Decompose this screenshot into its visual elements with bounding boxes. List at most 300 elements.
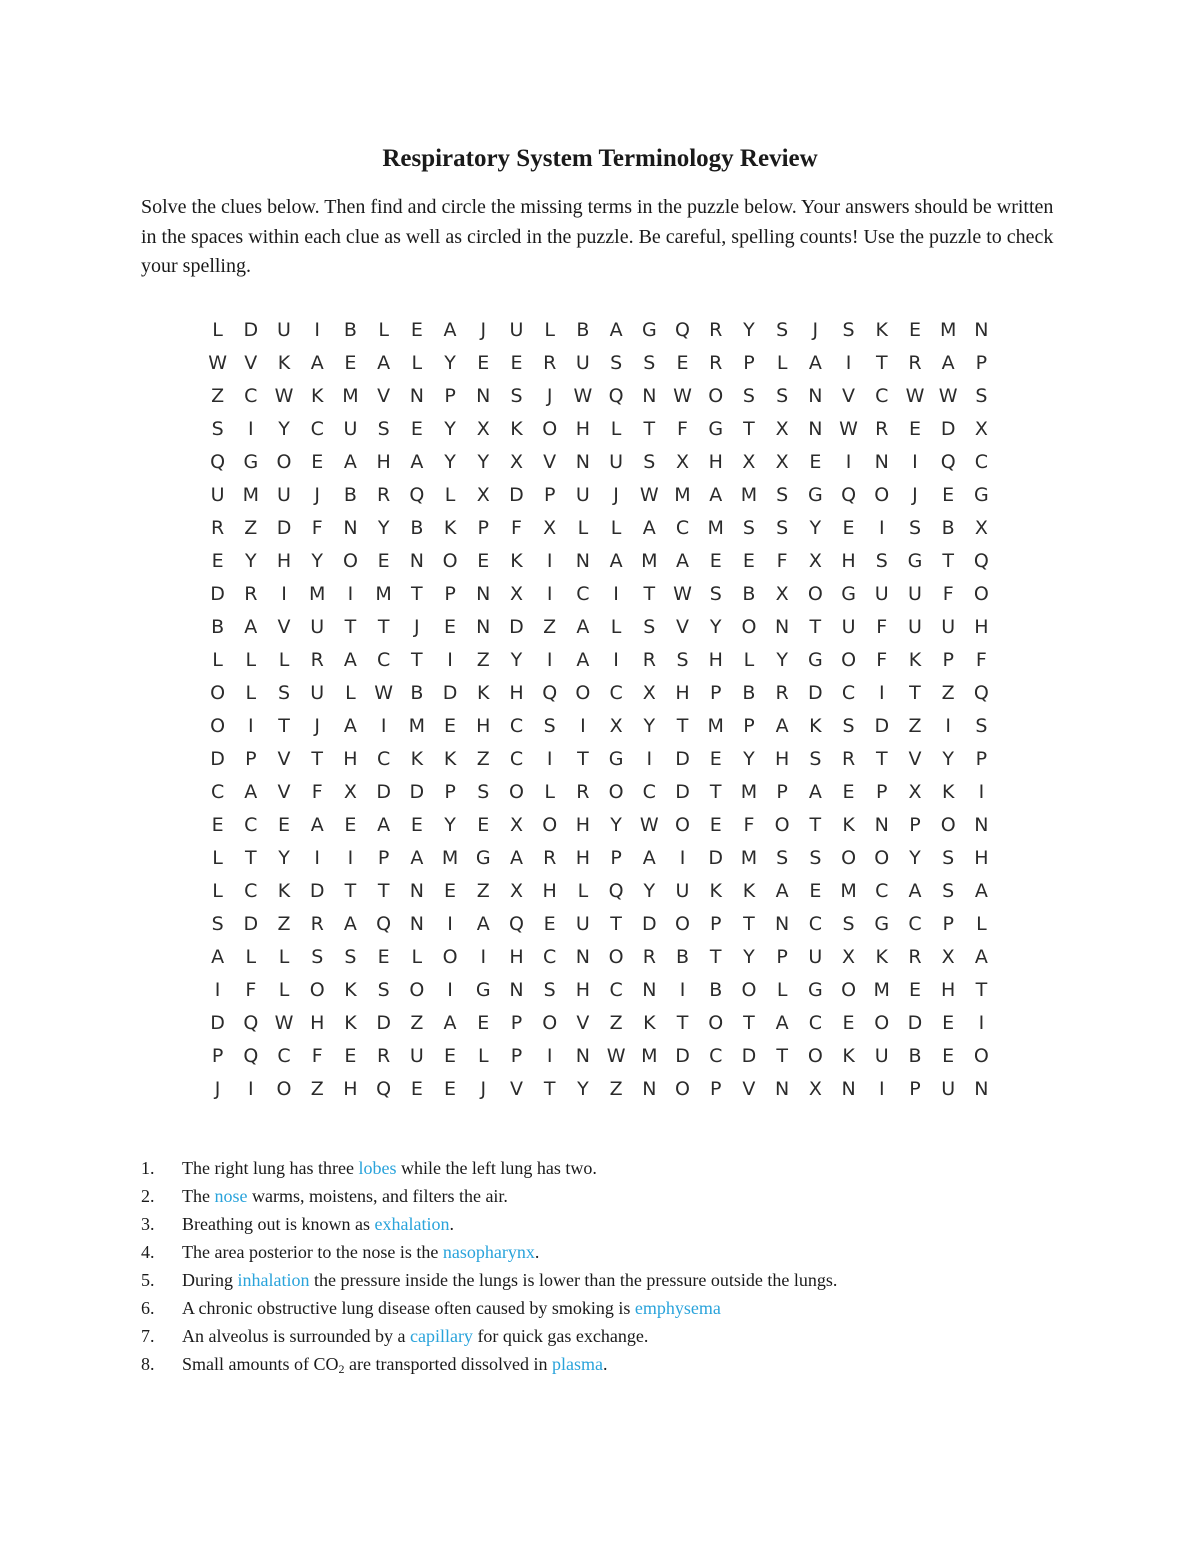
grid-letter[interactable]: Q [376, 1077, 392, 1100]
grid-letter[interactable]: T [610, 912, 622, 935]
grid-letter[interactable]: E [344, 351, 357, 374]
grid-letter[interactable]: S [875, 549, 888, 572]
grid-letter[interactable]: A [343, 648, 357, 671]
grid-letter[interactable]: A [343, 912, 357, 935]
grid-letter[interactable]: L [212, 648, 223, 671]
grid-letter[interactable]: Y [809, 516, 822, 539]
grid-letter[interactable]: I [580, 714, 586, 737]
grid-letter[interactable]: E [908, 978, 921, 1001]
grid-letter[interactable]: Y [510, 648, 523, 671]
grid-letter[interactable]: J [314, 483, 321, 506]
grid-letter[interactable]: O [210, 714, 226, 737]
grid-letter[interactable]: C [509, 747, 524, 770]
grid-letter[interactable]: X [908, 780, 922, 803]
grid-letter[interactable]: R [244, 582, 258, 605]
grid-letter[interactable]: T [875, 351, 888, 374]
grid-letter[interactable]: N [642, 1077, 657, 1100]
grid-letter[interactable]: T [975, 978, 988, 1001]
grid-letter[interactable]: C [576, 582, 590, 605]
grid-letter[interactable]: K [908, 648, 922, 671]
grid-letter[interactable]: L [776, 351, 788, 374]
grid-letter[interactable]: E [477, 549, 490, 572]
grid-letter[interactable]: Q [608, 384, 624, 407]
grid-letter[interactable]: P [709, 912, 722, 935]
grid-letter[interactable]: E [211, 813, 224, 836]
grid-letter[interactable]: T [377, 615, 390, 638]
grid-letter[interactable]: P [377, 846, 390, 869]
grid-letter[interactable]: U [841, 615, 856, 638]
grid-letter[interactable]: O [841, 648, 857, 671]
grid-letter[interactable]: T [676, 714, 689, 737]
grid-letter[interactable]: U [310, 615, 325, 638]
grid-letter[interactable]: A [775, 714, 789, 737]
grid-letter[interactable]: P [743, 351, 755, 374]
grid-letter[interactable]: V [576, 1011, 590, 1034]
grid-letter[interactable]: A [211, 945, 225, 968]
grid-letter[interactable]: T [743, 1011, 755, 1034]
grid-letter[interactable]: D [940, 417, 956, 440]
grid-letter[interactable]: Y [444, 813, 456, 836]
grid-letter[interactable]: F [876, 615, 888, 638]
grid-letter[interactable]: U [908, 582, 922, 605]
grid-letter[interactable]: U [310, 681, 325, 704]
grid-letter[interactable]: M [840, 879, 857, 902]
grid-letter[interactable]: T [411, 582, 423, 605]
grid-letter[interactable]: W [208, 351, 227, 374]
grid-letter[interactable]: H [941, 978, 956, 1001]
grid-letter[interactable]: W [274, 1011, 294, 1034]
grid-letter[interactable]: S [842, 714, 855, 737]
grid-letter[interactable]: T [643, 417, 656, 440]
grid-letter[interactable]: I [878, 516, 885, 539]
grid-letter[interactable]: S [543, 978, 556, 1001]
grid-letter[interactable]: S [742, 516, 755, 539]
grid-letter[interactable]: N [642, 384, 657, 407]
grid-letter[interactable]: P [876, 780, 888, 803]
grid-letter[interactable]: M [707, 714, 724, 737]
grid-letter[interactable]: U [575, 912, 590, 935]
grid-letter[interactable]: I [447, 912, 453, 935]
grid-letter[interactable]: J [912, 483, 918, 506]
grid-letter[interactable]: T [411, 648, 423, 671]
grid-letter[interactable]: V [742, 1077, 756, 1100]
grid-letter[interactable]: M [707, 516, 724, 539]
grid-letter[interactable]: C [875, 384, 889, 407]
grid-letter[interactable]: T [709, 945, 722, 968]
grid-letter[interactable]: U [409, 1044, 424, 1067]
grid-letter[interactable]: L [477, 1044, 489, 1067]
grid-letter[interactable]: O [309, 978, 325, 1001]
grid-letter[interactable]: B [675, 945, 690, 968]
grid-letter[interactable]: R [543, 351, 557, 374]
grid-letter[interactable]: L [577, 879, 589, 902]
grid-letter[interactable]: O [973, 582, 989, 605]
grid-letter[interactable]: S [676, 648, 689, 671]
grid-letter[interactable]: K [842, 1044, 855, 1067]
grid-letter[interactable]: G [974, 483, 989, 506]
grid-letter[interactable]: V [244, 351, 258, 374]
grid-letter[interactable]: O [608, 945, 624, 968]
grid-letter[interactable]: C [609, 681, 623, 704]
grid-letter[interactable]: Z [609, 1077, 623, 1100]
grid-letter[interactable]: K [510, 549, 523, 572]
grid-letter[interactable]: E [410, 1077, 423, 1100]
grid-letter[interactable]: S [211, 417, 224, 440]
grid-letter[interactable]: O [508, 780, 524, 803]
grid-letter[interactable]: R [908, 351, 922, 374]
grid-letter[interactable]: O [608, 780, 624, 803]
grid-letter[interactable]: M [641, 549, 658, 572]
grid-letter[interactable]: K [344, 978, 357, 1001]
grid-letter[interactable]: I [878, 681, 885, 704]
grid-letter[interactable]: R [543, 846, 557, 869]
grid-letter[interactable]: R [642, 648, 656, 671]
grid-letter[interactable]: A [377, 813, 391, 836]
grid-letter[interactable]: I [546, 1044, 553, 1067]
grid-letter[interactable]: Z [609, 1011, 623, 1034]
grid-letter[interactable]: D [907, 1011, 923, 1034]
grid-letter[interactable]: G [874, 912, 890, 935]
grid-letter[interactable]: S [908, 516, 921, 539]
grid-letter[interactable]: T [776, 1044, 788, 1067]
grid-letter[interactable]: A [410, 450, 424, 473]
grid-letter[interactable]: E [842, 516, 855, 539]
grid-letter[interactable]: B [709, 978, 723, 1001]
grid-letter[interactable]: R [642, 945, 656, 968]
grid-letter[interactable]: F [245, 978, 257, 1001]
grid-letter[interactable]: V [676, 615, 689, 638]
grid-letter[interactable]: J [812, 318, 819, 341]
grid-letter[interactable]: R [875, 417, 889, 440]
grid-letter[interactable]: M [740, 780, 758, 803]
grid-letter[interactable]: E [809, 450, 822, 473]
grid-letter[interactable]: S [643, 615, 656, 638]
grid-letter[interactable]: E [444, 714, 457, 737]
grid-letter[interactable]: H [675, 681, 690, 704]
grid-letter[interactable]: U [277, 318, 291, 341]
grid-letter[interactable]: Z [410, 1011, 424, 1034]
grid-letter[interactable]: O [741, 615, 757, 638]
grid-letter[interactable]: X [974, 417, 988, 440]
grid-letter[interactable]: G [641, 318, 657, 341]
grid-letter[interactable]: E [709, 813, 722, 836]
grid-letter[interactable]: N [476, 615, 491, 638]
grid-letter[interactable]: D [409, 780, 425, 803]
grid-letter[interactable]: F [942, 582, 954, 605]
grid-letter[interactable]: Z [244, 516, 258, 539]
grid-letter[interactable]: N [509, 978, 524, 1001]
grid-letter[interactable]: N [642, 978, 657, 1001]
grid-letter[interactable]: C [841, 681, 856, 704]
grid-letter[interactable]: A [244, 615, 258, 638]
grid-letter[interactable]: A [609, 318, 623, 341]
grid-letter[interactable]: D [210, 747, 225, 770]
grid-letter[interactable]: T [344, 879, 357, 902]
grid-letter[interactable]: K [443, 747, 457, 770]
grid-letter[interactable]: L [411, 945, 423, 968]
grid-letter[interactable]: H [542, 879, 557, 902]
grid-letter[interactable]: O [342, 549, 358, 572]
grid-letter[interactable]: A [476, 912, 490, 935]
grid-letter[interactable]: P [543, 483, 556, 506]
grid-letter[interactable]: O [675, 912, 690, 935]
grid-letter[interactable]: L [976, 912, 987, 935]
grid-letter[interactable]: H [310, 1011, 325, 1034]
grid-letter[interactable]: I [380, 714, 387, 737]
grid-letter[interactable]: W [639, 813, 659, 836]
grid-letter[interactable]: D [243, 912, 259, 935]
grid-letter[interactable]: U [509, 318, 524, 341]
grid-letter[interactable]: V [908, 747, 922, 770]
grid-letter[interactable]: S [510, 384, 523, 407]
grid-letter[interactable]: O [807, 582, 823, 605]
grid-letter[interactable]: M [740, 483, 758, 506]
grid-letter[interactable]: L [245, 681, 257, 704]
grid-letter[interactable]: X [476, 417, 490, 440]
grid-letter[interactable]: A [941, 351, 955, 374]
grid-letter[interactable]: P [709, 681, 722, 704]
grid-letter[interactable]: O [841, 846, 857, 869]
grid-letter[interactable]: D [243, 318, 259, 341]
grid-letter[interactable]: O [210, 681, 226, 704]
grid-letter[interactable]: A [908, 879, 922, 902]
grid-letter[interactable]: K [643, 1011, 656, 1034]
grid-letter[interactable]: S [776, 483, 789, 506]
grid-letter[interactable]: N [808, 384, 823, 407]
grid-letter[interactable]: I [845, 351, 852, 374]
grid-letter[interactable]: L [610, 417, 622, 440]
grid-letter[interactable]: B [742, 582, 756, 605]
grid-letter[interactable]: S [942, 879, 955, 902]
grid-letter[interactable]: A [576, 615, 590, 638]
grid-letter[interactable]: Q [409, 483, 425, 506]
grid-letter[interactable]: C [808, 912, 822, 935]
grid-letter[interactable]: U [808, 945, 823, 968]
grid-letter[interactable]: Q [243, 1044, 259, 1067]
grid-letter[interactable]: E [842, 1011, 855, 1034]
grid-letter[interactable]: Y [477, 450, 490, 473]
grid-letter[interactable]: C [509, 714, 524, 737]
grid-letter[interactable]: A [443, 318, 457, 341]
grid-letter[interactable]: H [575, 846, 591, 869]
grid-letter[interactable]: Z [941, 681, 955, 704]
grid-letter[interactable]: A [310, 813, 324, 836]
grid-letter[interactable]: I [248, 1077, 254, 1100]
grid-letter[interactable]: E [709, 747, 722, 770]
grid-letter[interactable]: F [876, 648, 888, 671]
grid-letter[interactable]: X [742, 450, 756, 473]
grid-letter[interactable]: T [311, 747, 324, 770]
grid-letter[interactable]: I [314, 846, 321, 869]
grid-letter[interactable]: S [975, 714, 988, 737]
grid-letter[interactable]: D [309, 879, 325, 902]
grid-letter[interactable]: D [210, 582, 225, 605]
grid-letter[interactable]: O [276, 1077, 292, 1100]
grid-letter[interactable]: N [874, 450, 889, 473]
grid-letter[interactable]: A [343, 714, 357, 737]
grid-letter[interactable]: H [509, 945, 524, 968]
grid-letter[interactable]: G [243, 450, 259, 473]
grid-letter[interactable]: X [609, 714, 623, 737]
grid-letter[interactable]: E [477, 813, 490, 836]
grid-letter[interactable]: Y [776, 648, 788, 671]
grid-letter[interactable]: G [475, 846, 491, 869]
grid-letter[interactable]: B [343, 318, 357, 341]
grid-letter[interactable]: F [311, 516, 323, 539]
grid-letter[interactable]: C [244, 813, 258, 836]
grid-letter[interactable]: O [442, 945, 458, 968]
grid-letter[interactable]: E [942, 1044, 955, 1067]
grid-letter[interactable]: P [776, 945, 788, 968]
grid-letter[interactable]: X [775, 582, 789, 605]
grid-letter[interactable]: E [477, 1011, 490, 1034]
grid-letter[interactable]: S [942, 846, 955, 869]
grid-letter[interactable]: D [376, 1011, 391, 1034]
grid-letter[interactable]: X [974, 516, 988, 539]
grid-letter[interactable]: I [945, 714, 951, 737]
grid-letter[interactable]: N [808, 417, 823, 440]
grid-letter[interactable]: Z [543, 615, 557, 638]
grid-letter[interactable]: W [606, 1044, 626, 1067]
grid-letter[interactable]: M [641, 1044, 658, 1067]
grid-letter[interactable]: L [544, 780, 555, 803]
grid-letter[interactable]: P [942, 648, 954, 671]
grid-letter[interactable]: V [509, 1077, 523, 1100]
grid-letter[interactable]: T [278, 714, 290, 737]
grid-letter[interactable]: M [242, 483, 259, 506]
grid-letter[interactable]: J [314, 714, 321, 737]
grid-letter[interactable]: P [444, 384, 456, 407]
grid-letter[interactable]: C [808, 1011, 822, 1034]
grid-letter[interactable]: I [546, 747, 553, 770]
grid-letter[interactable]: I [480, 945, 487, 968]
grid-letter[interactable]: E [942, 1011, 955, 1034]
grid-letter[interactable]: Q [376, 912, 392, 935]
grid-letter[interactable]: K [344, 1011, 357, 1034]
grid-letter[interactable]: Q [675, 318, 690, 341]
grid-letter[interactable]: D [741, 1044, 757, 1067]
grid-letter[interactable]: C [908, 912, 922, 935]
grid-letter[interactable]: Z [476, 879, 490, 902]
grid-letter[interactable]: I [248, 417, 254, 440]
grid-letter[interactable]: L [544, 318, 555, 341]
grid-letter[interactable]: S [277, 681, 291, 704]
grid-letter[interactable]: K [477, 681, 490, 704]
grid-letter[interactable]: B [742, 681, 756, 704]
grid-letter[interactable]: S [776, 318, 789, 341]
grid-letter[interactable]: S [344, 945, 357, 968]
grid-letter[interactable]: I [679, 978, 686, 1001]
grid-letter[interactable]: N [575, 450, 590, 473]
grid-letter[interactable]: C [875, 879, 889, 902]
grid-letter[interactable]: A [244, 780, 258, 803]
grid-letter[interactable]: G [807, 483, 823, 506]
grid-letter[interactable]: D [675, 780, 690, 803]
grid-letter[interactable]: H [774, 747, 790, 770]
grid-letter[interactable]: H [509, 681, 524, 704]
grid-letter[interactable]: O [442, 549, 458, 572]
grid-letter[interactable]: X [543, 516, 557, 539]
grid-letter[interactable]: X [476, 483, 490, 506]
grid-letter[interactable]: D [509, 483, 524, 506]
grid-letter[interactable]: X [642, 681, 656, 704]
grid-letter[interactable]: G [475, 978, 491, 1001]
grid-letter[interactable]: Q [508, 912, 524, 935]
grid-letter[interactable]: N [775, 1077, 790, 1100]
grid-letter[interactable]: S [543, 714, 556, 737]
grid-letter[interactable]: X [775, 417, 789, 440]
grid-letter[interactable]: C [376, 747, 391, 770]
grid-letter[interactable]: Z [908, 714, 922, 737]
grid-letter[interactable]: A [443, 1011, 457, 1034]
grid-letter[interactable]: R [211, 516, 225, 539]
grid-letter[interactable]: D [874, 714, 890, 737]
grid-letter[interactable]: T [377, 879, 390, 902]
grid-letter[interactable]: X [343, 780, 357, 803]
grid-letter[interactable]: U [609, 450, 624, 473]
grid-letter[interactable]: T [245, 846, 257, 869]
grid-letter[interactable]: L [212, 846, 223, 869]
grid-letter[interactable]: V [842, 384, 856, 407]
grid-letter[interactable]: Y [709, 615, 722, 638]
grid-letter[interactable]: X [509, 879, 523, 902]
grid-letter[interactable]: L [278, 648, 290, 671]
grid-letter[interactable]: N [409, 549, 424, 572]
grid-letter[interactable]: L [411, 351, 423, 374]
grid-letter[interactable]: T [543, 1077, 556, 1100]
grid-letter[interactable]: Y [743, 318, 755, 341]
grid-letter[interactable]: I [546, 582, 553, 605]
grid-letter[interactable]: X [775, 450, 789, 473]
grid-letter[interactable]: U [277, 483, 291, 506]
grid-letter[interactable]: J [214, 1077, 221, 1100]
grid-letter[interactable]: S [776, 516, 789, 539]
grid-letter[interactable]: R [310, 648, 324, 671]
grid-letter[interactable]: E [842, 780, 855, 803]
grid-letter[interactable]: R [576, 780, 590, 803]
grid-letter[interactable]: Y [909, 846, 921, 869]
grid-letter[interactable]: I [679, 846, 686, 869]
grid-letter[interactable]: E [410, 417, 423, 440]
grid-letter[interactable]: W [673, 582, 692, 605]
grid-letter[interactable]: K [875, 945, 888, 968]
grid-letter[interactable]: L [743, 648, 755, 671]
grid-letter[interactable]: U [575, 351, 590, 374]
grid-letter[interactable]: R [377, 1044, 391, 1067]
grid-letter[interactable]: L [577, 516, 589, 539]
grid-letter[interactable]: A [609, 549, 623, 572]
grid-letter[interactable]: A [576, 648, 590, 671]
grid-letter[interactable]: Y [743, 747, 755, 770]
grid-letter[interactable]: W [573, 384, 593, 407]
grid-letter[interactable]: K [842, 813, 855, 836]
grid-letter[interactable]: I [978, 780, 985, 803]
grid-letter[interactable]: L [245, 648, 257, 671]
grid-letter[interactable]: X [509, 813, 523, 836]
grid-letter[interactable]: P [610, 846, 622, 869]
grid-letter[interactable]: P [444, 582, 456, 605]
grid-letter[interactable]: S [377, 417, 390, 440]
grid-letter[interactable]: W [374, 681, 394, 704]
grid-letter[interactable]: Y [278, 846, 290, 869]
grid-letter[interactable]: L [212, 318, 223, 341]
grid-letter[interactable]: B [908, 1044, 922, 1067]
grid-letter[interactable]: N [575, 1044, 590, 1067]
grid-letter[interactable]: T [809, 615, 822, 638]
grid-letter[interactable]: Z [277, 912, 291, 935]
grid-letter[interactable]: K [410, 747, 424, 770]
grid-letter[interactable]: U [575, 483, 590, 506]
